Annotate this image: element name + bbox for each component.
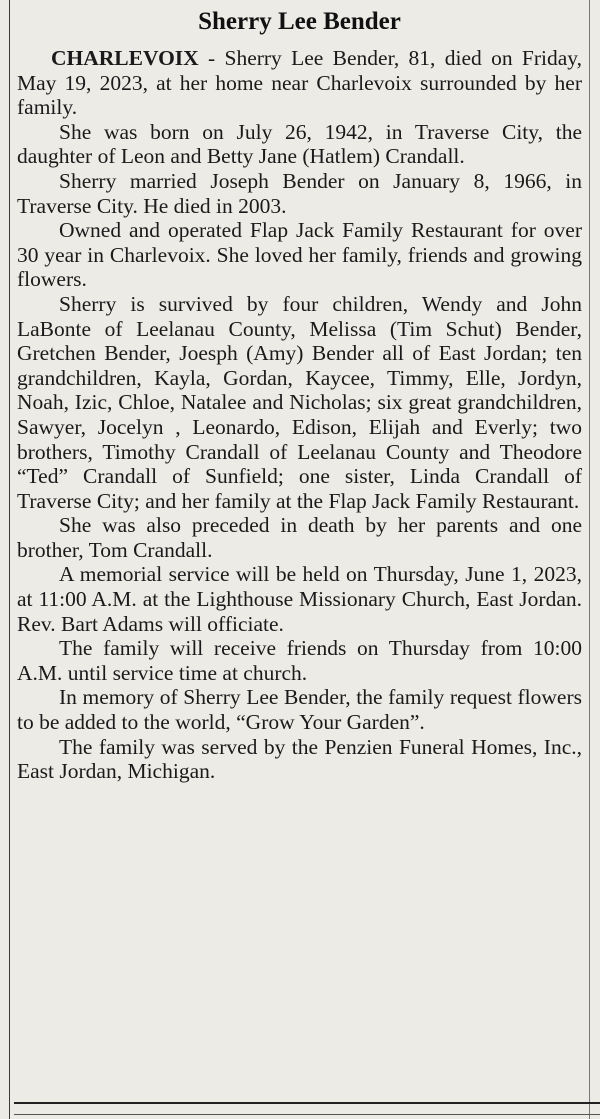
dateline: CHARLEVOIX	[51, 46, 199, 70]
obituary-headline: Sherry Lee Bender	[198, 8, 401, 35]
obituary-paragraph-4: Owned and operated Flap Jack Family Restaurant for over 30 year in Charlevoix. She loved her family, friends and growing flowers.	[17, 218, 582, 292]
obituary-article	[17, 6, 582, 784]
paragraph-1-text: - Sherry Lee Bender, 81, died on Friday, May 19, 2023, at her home near Charlevoix surrounded by her family.	[17, 46, 582, 120]
obituary-paragraph-8: The family will receive friends on Thursday from 10:00 A.M. until service time at church.	[17, 636, 582, 685]
obituary-paragraph-9: In memory of Sherry Lee Bender, the family request flowers to be added to the world, “Grow Your Garden”.	[17, 685, 582, 735]
bottom-rule	[14, 1102, 600, 1104]
obituary-paragraph-10: The family was served by the Penzien Funeral Homes, Inc., East Jordan, Michigan.	[17, 734, 582, 784]
obituary-paragraph-7: A memorial service will be held on Thursday, June 1, 2023, at 11:00 A.M. at the Lighthouse Missionary Church, East Jordan. Rev. Bart Adams will officiate.	[17, 562, 582, 636]
obituary-paragraph-1	[17, 46, 582, 120]
obituary-paragraph-2: She was born on July 26, 1942, in Traverse City, the daughter of Leon and Betty Jane (Hatlem) Crandall.	[17, 119, 582, 169]
column-rule-left	[9, 0, 10, 1119]
bottom-rule-secondary	[14, 1114, 600, 1115]
obituary-paragraph-3: Sherry married Joseph Bender on January 8, 1966, in Traverse City. He died in 2003.	[17, 168, 582, 218]
obituary-paragraph-5: Sherry is survived by four children, Wendy and John LaBonte of Leelanau County, Melissa (Tim Schut) Bender, Gretchen Bender, Joesph (Amy) Bender all of East Jordan; ten grandchildren, Kayla, Gordan, Kaycee, Timmy, Elle, Jordyn, Noah, Izic, Chloe, Natalee and Nicholas; six great grandchildren, Sawyer, Jocelyn , Leonardo, Edison, Elijah and Everly; two brothers, Timothy Crandall of Leelanau County and Theodore “Ted” Crandall of Sunfield; one sister, Linda Crandall of Traverse City; and her family at the Flap Jack Family Restaurant.	[17, 291, 582, 513]
obituary-body	[17, 46, 582, 784]
column-rule-right	[589, 0, 590, 1119]
obituary-paragraph-6: She was also preceded in death by her parents and one brother, Tom Crandall.	[17, 513, 582, 562]
